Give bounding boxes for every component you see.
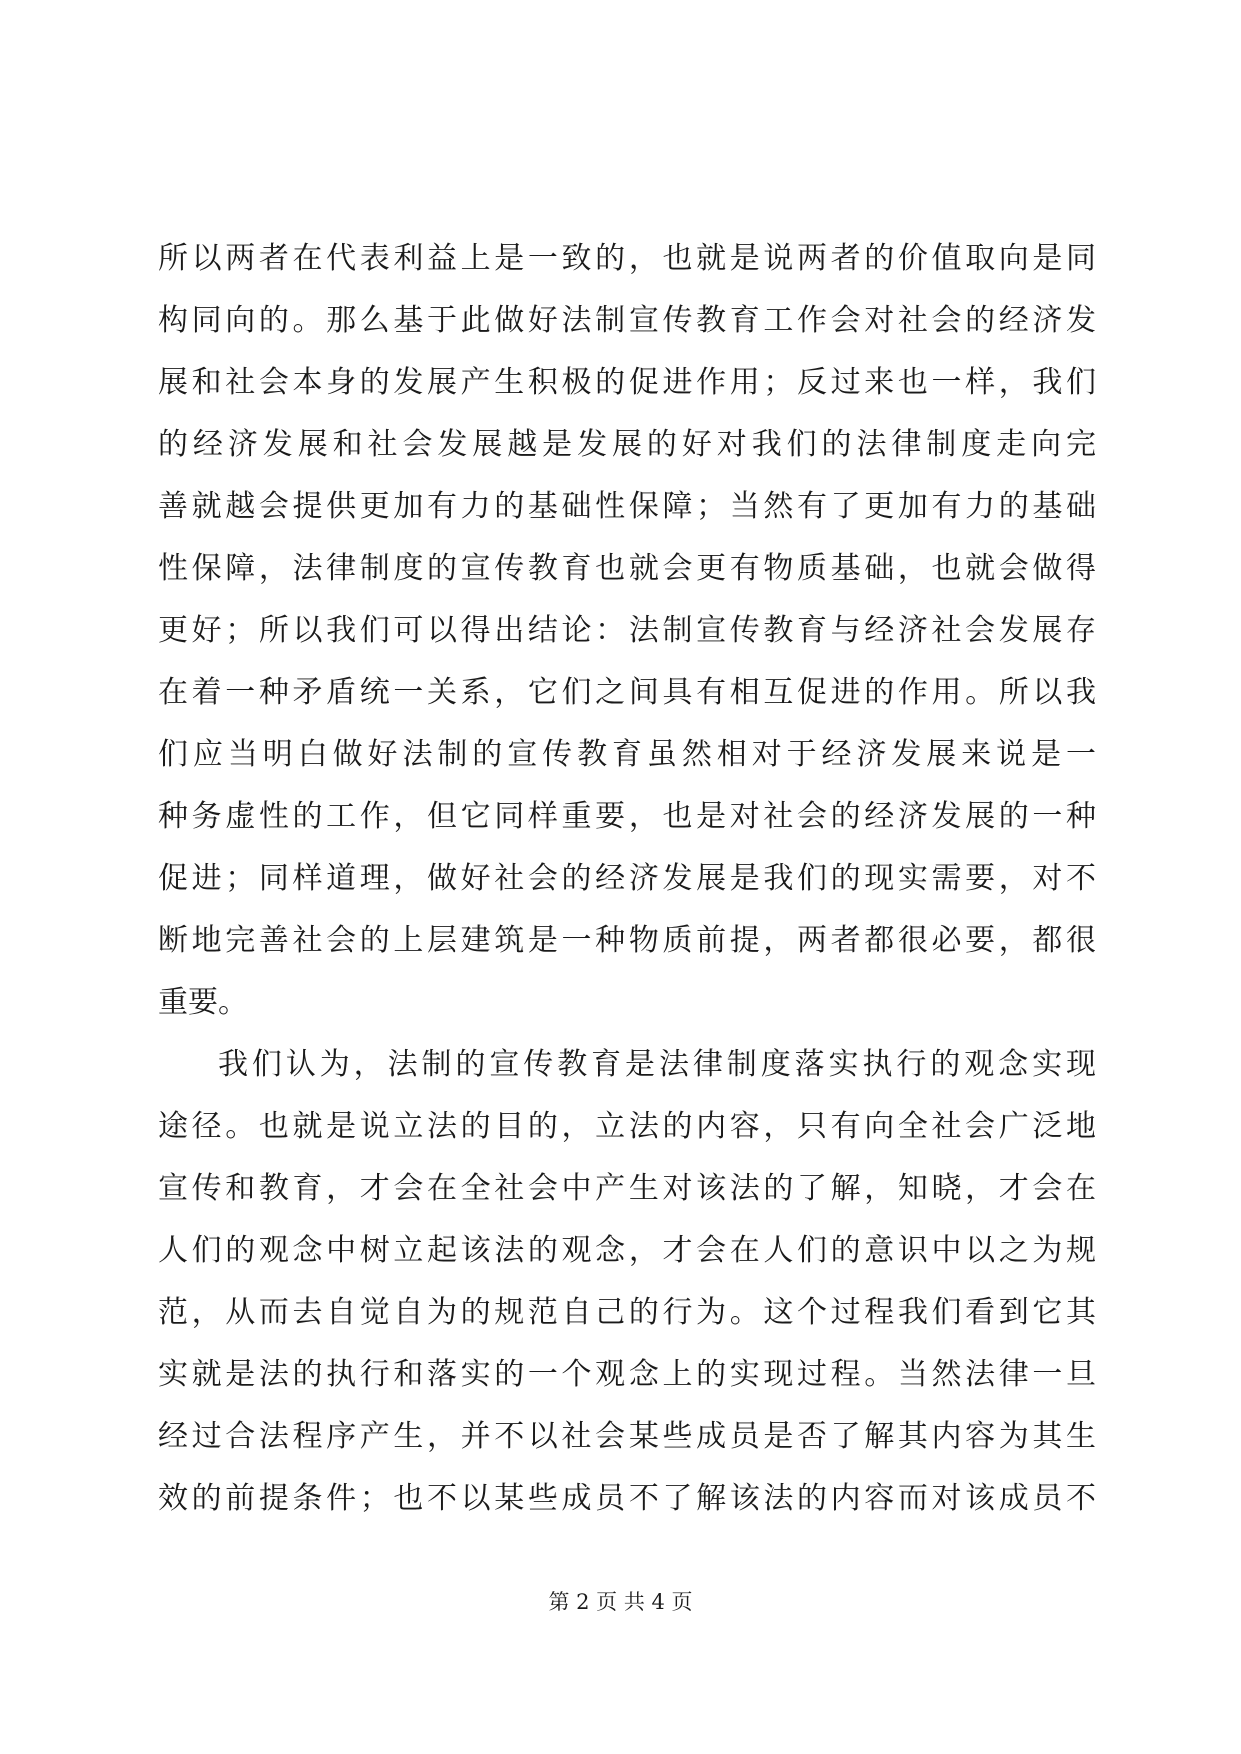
- body-text: [158, 228, 1096, 1530]
- text-line: 效的前提条件；也不以某些成员不了解该法的内容而对该成员不: [158, 1481, 1096, 1516]
- text-line: 经过合法程序产生，并不以社会某些成员是否了解其内容为其生: [158, 1419, 1096, 1454]
- text-line: 在着一种矛盾统一关系，它们之间具有相互促进的作用。所以我: [158, 675, 1096, 710]
- text-line: 断地完善社会的上层建筑是一种物质前提，两者都很必要，都很: [158, 923, 1096, 958]
- text-line: 的经济发展和社会发展越是发展的好对我们的法律制度走向完: [158, 427, 1096, 462]
- text-line: 种务虚性的工作，但它同样重要，也是对社会的经济发展的一种: [158, 799, 1096, 834]
- text-line: 展和社会本身的发展产生积极的促进作用；反过来也一样，我们: [158, 365, 1096, 400]
- text-line: 人们的观念中树立起该法的观念，才会在人们的意识中以之为规: [158, 1233, 1096, 1268]
- text-line: 们应当明白做好法制的宣传教育虽然相对于经济发展来说是一: [158, 737, 1096, 772]
- text-line: 宣传和教育，才会在全社会中产生对该法的了解，知晓，才会在: [158, 1171, 1096, 1206]
- text-line: 所以两者在代表利益上是一致的，也就是说两者的价值取向是同: [158, 241, 1096, 276]
- text-line: 重要。: [158, 985, 248, 1020]
- page-number-footer: 第 2 页 共 4 页: [548, 1590, 693, 1614]
- text-line: 实就是法的执行和落实的一个观念上的实现过程。当然法律一旦: [158, 1357, 1096, 1392]
- text-line: 范，从而去自觉自为的规范自己的行为。这个过程我们看到它其: [158, 1295, 1096, 1330]
- text-line: 善就越会提供更加有力的基础性保障；当然有了更加有力的基础: [158, 489, 1096, 524]
- text-line: 促进；同样道理，做好社会的经济发展是我们的现实需要，对不: [158, 861, 1096, 896]
- text-line: 构同向的。那么基于此做好法制宣传教育工作会对社会的经济发: [158, 303, 1096, 338]
- paragraph-2: [158, 1034, 1096, 1530]
- text-line: 更好；所以我们可以得出结论：法制宣传教育与经济社会发展存: [158, 613, 1096, 648]
- text-line: 途径。也就是说立法的目的，立法的内容，只有向全社会广泛地: [158, 1109, 1096, 1144]
- text-line: 我们认为，法制的宣传教育是法律制度落实执行的观念实现: [218, 1047, 1096, 1082]
- text-line: 性保障，法律制度的宣传教育也就会更有物质基础，也就会做得: [158, 551, 1096, 586]
- paragraph-1: [158, 228, 1096, 1034]
